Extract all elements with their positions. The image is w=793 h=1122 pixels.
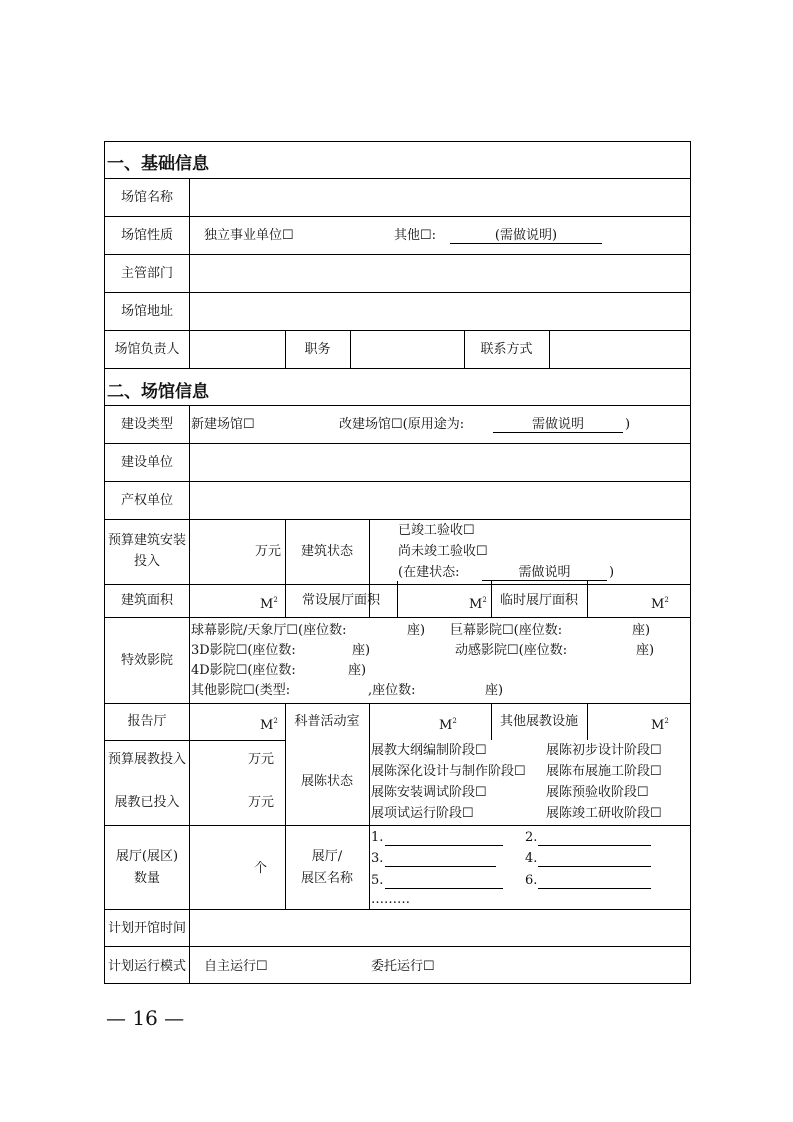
status-not-completed[interactable]: 尚未竣工验收☐ [398, 544, 488, 559]
rebuild-option[interactable]: 改建场馆☐(原用途为: [339, 417, 465, 432]
row-divider [105, 443, 690, 444]
hall-count-unit: 个 [254, 861, 268, 876]
budget-build-label-2: 投入 [133, 554, 160, 569]
rebuild-close: ) [625, 417, 631, 432]
hall-name-label-1: 展厅/ [311, 849, 343, 864]
cinema-imax[interactable]: 巨幕影院☐(座位数: [450, 623, 563, 638]
cinema-4d[interactable]: 4D影院☐(座位数: [191, 663, 296, 678]
col-divider [549, 330, 550, 368]
head-label: 场馆负责人 [114, 342, 180, 357]
cinema-seat-unit: 座) [485, 683, 504, 698]
venue-name-label: 场馆名称 [120, 190, 173, 205]
section-title-basic: 一、基础信息 [107, 154, 209, 174]
col-divider [587, 581, 588, 618]
other-facility-unit: $M^2$ [651, 717, 669, 733]
stage-completion[interactable]: 展陈竣工研收阶段☐ [546, 806, 662, 821]
row-divider [105, 405, 690, 406]
row-divider [105, 740, 286, 741]
hall-item-3: 3. [371, 851, 384, 866]
cinema-3d[interactable]: 3D影院☐(座位数: [191, 643, 296, 658]
stage-install-debug[interactable]: 展陈安装调试阶段☐ [371, 785, 487, 800]
row-divider [105, 216, 690, 217]
area-label: 建筑面积 [120, 593, 173, 608]
other-facility-label: 其他展教设施 [499, 714, 578, 729]
report-hall-label: 报告厅 [127, 714, 167, 729]
hall-item-line[interactable] [538, 866, 651, 867]
exhibit-invested-unit: 万元 [248, 795, 275, 810]
col-divider [587, 703, 588, 740]
stage-prelim-design[interactable]: 展陈初步设计阶段☐ [546, 743, 662, 758]
hall-item-2: 2. [525, 830, 538, 845]
row-divider [105, 481, 690, 482]
status-completed[interactable]: 已竣工验收☐ [398, 523, 475, 538]
cinema-dome[interactable]: 球幕影院/天象厅☐(座位数: [191, 623, 347, 638]
row-divider [105, 254, 690, 255]
op-entrust-option[interactable]: 委托运行☐ [371, 959, 435, 974]
report-hall-unit: $M^2$ [260, 717, 278, 733]
address-label: 场馆地址 [120, 304, 173, 319]
sci-room-unit: $M^2$ [439, 717, 457, 733]
position-label: 职务 [304, 342, 331, 357]
construction-type-label: 建设类型 [120, 417, 173, 432]
budget-build-unit: 万元 [255, 544, 282, 559]
nature-note: (需做说明) [494, 228, 558, 243]
owner-label: 产权单位 [120, 493, 173, 508]
page-number: — 16 — [106, 1006, 185, 1030]
hall-item-4: 4. [525, 851, 538, 866]
row-divider [105, 292, 690, 293]
temp-hall-unit: $M^2$ [651, 596, 669, 612]
status-in-progress[interactable]: (在建状态: [398, 565, 460, 580]
row-divider [105, 703, 690, 704]
status-note: 需做说明 [518, 565, 571, 580]
hall-count-label-2: 数量 [133, 871, 160, 886]
row-divider [105, 368, 690, 369]
cinema-seat-unit: 座) [352, 643, 371, 658]
cinema-other-seats: ,座位数: [368, 683, 416, 698]
new-build-option[interactable]: 新建场馆☐ [191, 417, 255, 432]
stage-outline[interactable]: 展教大纲编制阶段☐ [371, 743, 487, 758]
hall-count-label-1: 展厅(展区) [115, 849, 179, 864]
nature-option-independent[interactable]: 独立事业单位☐ [204, 228, 294, 243]
cinema-label: 特效影院 [120, 653, 173, 668]
rebuild-note-underline [493, 432, 623, 433]
cinema-seat-unit: 座) [348, 663, 367, 678]
area-unit: $M^2$ [260, 596, 278, 612]
perm-hall-unit: $M^2$ [469, 596, 487, 612]
builder-label: 建设单位 [120, 455, 173, 470]
stage-install-construction[interactable]: 展陈布展施工阶段☐ [546, 764, 662, 779]
contact-label: 联系方式 [480, 342, 533, 357]
stage-deep-design[interactable]: 展陈深化设计与制作阶段☐ [371, 764, 526, 779]
budget-exhibit-label: 预算展教投入 [107, 752, 186, 767]
cinema-seat-unit: 座) [407, 623, 426, 638]
status-note-underline [482, 580, 607, 581]
col-divider [189, 405, 190, 983]
row-divider [105, 946, 690, 947]
hall-item-5: 5. [371, 873, 384, 888]
stage-trial-run[interactable]: 展项试运行阶段☐ [371, 806, 474, 821]
budget-exhibit-unit: 万元 [248, 752, 275, 767]
stage-pre-acceptance[interactable]: 展陈预验收阶段☐ [546, 785, 649, 800]
hall-more: ……… [371, 892, 410, 907]
exhibit-status-label: 展陈状态 [300, 774, 353, 789]
row-divider [105, 825, 690, 826]
col-divider [397, 581, 398, 618]
temp-hall-label: 临时展厅面积 [499, 593, 578, 608]
rebuild-note: 需做说明 [531, 417, 584, 432]
hall-item-line[interactable] [538, 888, 651, 889]
hall-item-line[interactable] [385, 888, 503, 889]
row-divider [105, 909, 690, 910]
nature-note-underline [450, 243, 602, 244]
row-divider [105, 178, 690, 179]
hall-name-label-2: 展区名称 [300, 871, 353, 886]
op-self-option[interactable]: 自主运行☐ [204, 959, 268, 974]
hall-item-line[interactable] [385, 866, 496, 867]
authority-label: 主管部门 [120, 266, 173, 281]
col-divider [189, 178, 190, 368]
build-status-label: 建筑状态 [300, 544, 353, 559]
hall-item-line[interactable] [538, 845, 651, 846]
hall-item-6: 6. [525, 873, 538, 888]
op-mode-label: 计划运行模式 [107, 959, 186, 974]
section-title-venue: 二、场馆信息 [107, 382, 209, 402]
col-divider [369, 703, 370, 909]
cinema-motion[interactable]: 动感影院☐(座位数: [455, 643, 568, 658]
status-close: ) [609, 565, 615, 580]
perm-hall-label: 常设展厅面积 [301, 593, 380, 608]
nature-option-other[interactable]: 其他☐: [394, 228, 437, 243]
open-time-label: 计划开馆时间 [107, 921, 186, 936]
col-divider [350, 330, 351, 368]
cinema-seat-unit: 座) [636, 643, 655, 658]
budget-build-label-1: 预算建筑安装 [107, 533, 186, 548]
cinema-seat-unit: 座) [632, 623, 651, 638]
hall-item-1: 1. [371, 830, 384, 845]
sci-room-label: 科普活动室 [294, 714, 360, 729]
venue-info-form [104, 141, 691, 984]
cinema-other[interactable]: 其他影院☐(类型: [191, 683, 291, 698]
venue-nature-label: 场馆性质 [120, 228, 173, 243]
hall-item-line[interactable] [385, 845, 503, 846]
exhibit-invested-label: 展教已投入 [114, 795, 180, 810]
row-divider [105, 519, 690, 520]
row-divider [105, 330, 690, 331]
